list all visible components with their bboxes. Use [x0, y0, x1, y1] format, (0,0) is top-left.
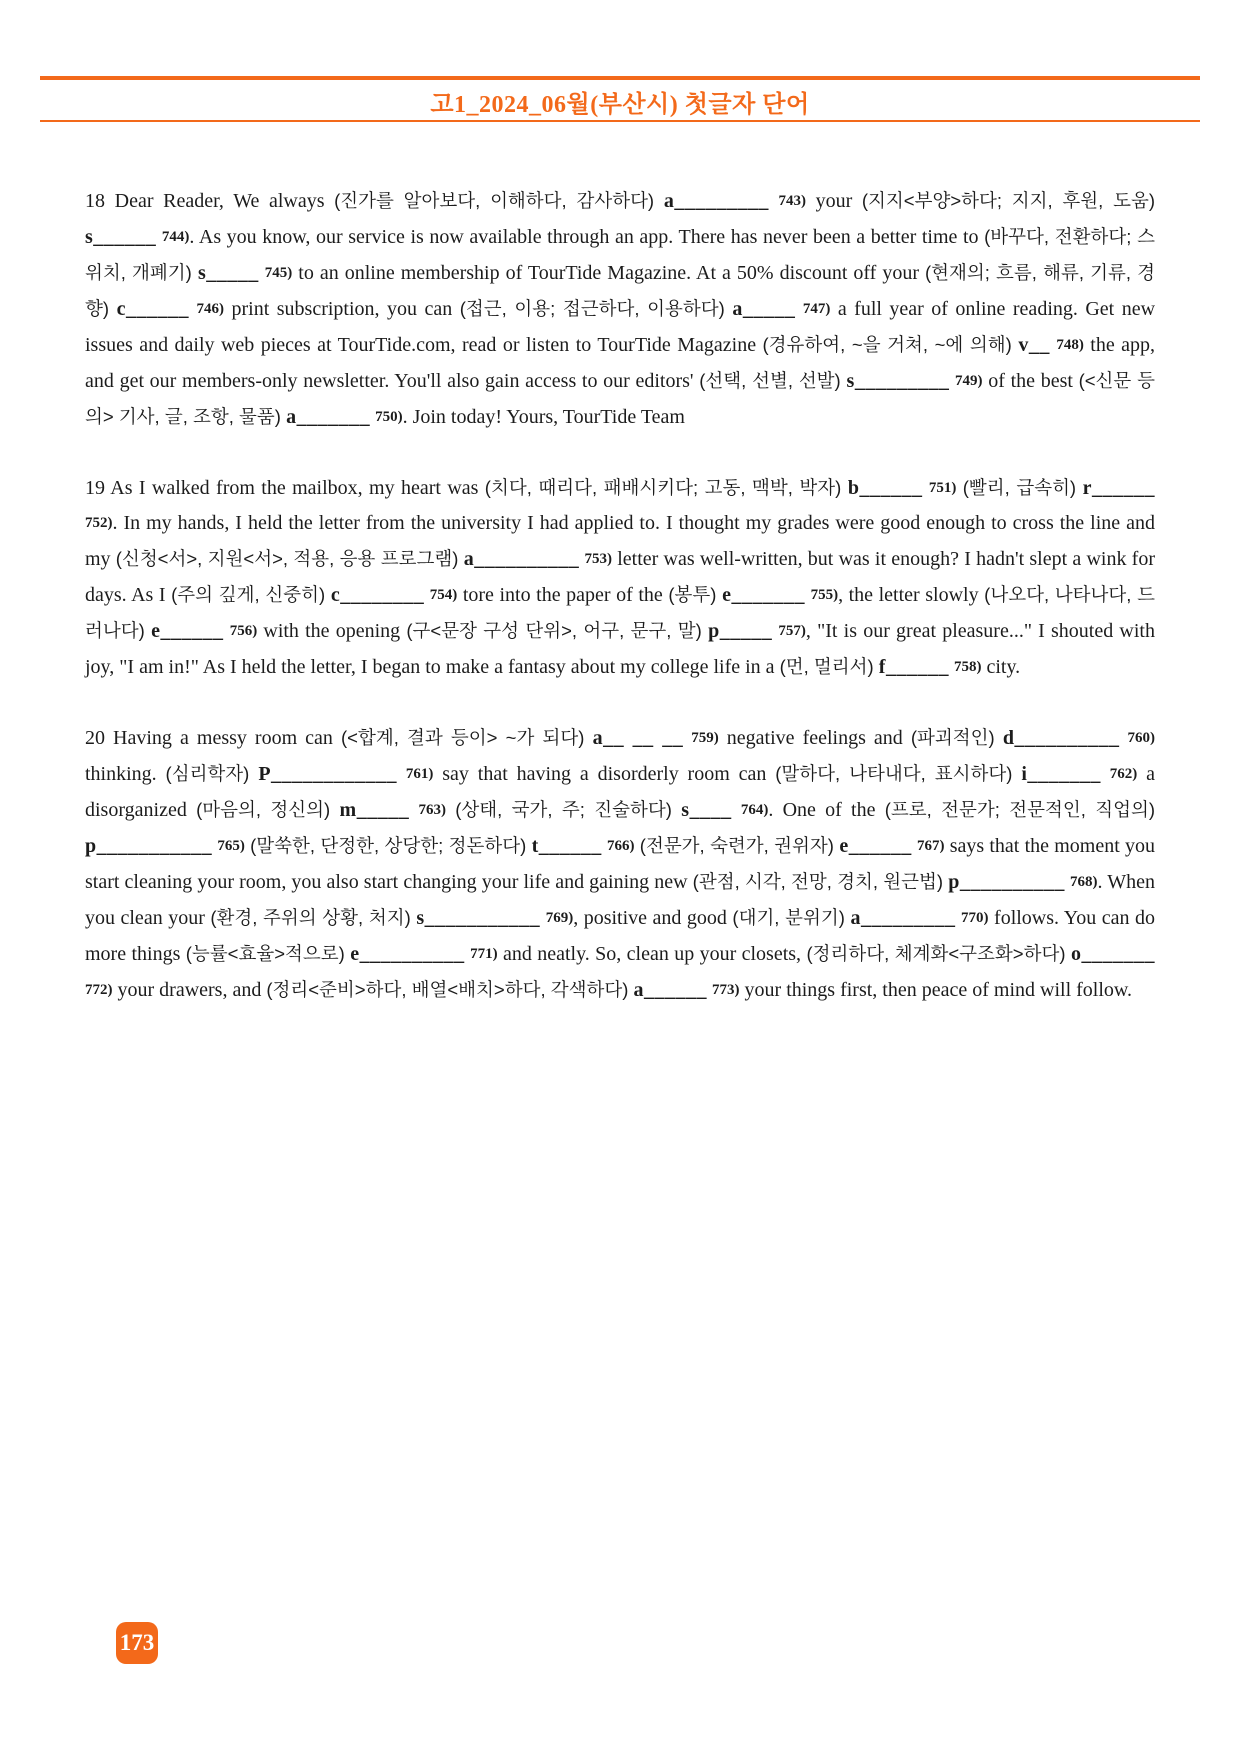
paragraph-20 — [85, 720, 1155, 1008]
answer-blank: a_________ — [663, 190, 769, 212]
korean-hint: (먼, 멀리서) — [779, 656, 879, 677]
word-number-ref: 753) — [584, 551, 612, 567]
answer-blank: a______ — [633, 979, 708, 1001]
answer-blank: s___________ — [416, 907, 541, 929]
korean-hint: (신청<서>, 지원<서>, 적용, 응용 프로그램) — [115, 548, 464, 569]
word-number-ref: 756) — [229, 623, 258, 639]
word-number-ref: 748) — [1056, 337, 1084, 353]
korean-hint: (전문가, 숙련가, 권위자) — [639, 835, 840, 856]
word-number-ref: 762) — [1109, 766, 1138, 782]
word-number-ref: 769) — [545, 910, 574, 926]
korean-hint: (지지<부양>하다; 지지, 후원, 도움) — [861, 190, 1155, 211]
korean-hint: (정리하다, 체계화<구조화>하다) — [806, 943, 1071, 964]
answer-blank: r______ — [1082, 477, 1156, 499]
word-number-ref: 746) — [196, 301, 225, 317]
korean-hint: (관점, 시각, 전망, 경치, 원근법) — [692, 871, 949, 892]
answer-blank: s______ — [85, 226, 157, 248]
answer-blank: s_________ — [846, 370, 950, 392]
korean-hint: (<신문 등의> 기사, 글, 조항, 물품) — [85, 370, 1155, 427]
word-number-ref: 751) — [928, 480, 957, 496]
english-text: a disorganized — [85, 763, 1156, 821]
english-text: . One of the — [768, 799, 885, 821]
word-number-ref: 750) — [375, 409, 403, 425]
english-text: , positive and good — [573, 907, 733, 929]
english-text — [446, 799, 455, 821]
english-text: print subscription, you can — [224, 298, 460, 320]
answer-blank: o_______ — [1071, 943, 1155, 965]
korean-hint: (<합계, 결과 등이> ~가 되다) — [340, 727, 593, 748]
korean-hint: (현재의; 흐름, 해류, 기류, 경향) — [85, 262, 1156, 319]
english-text: of the best — [982, 370, 1079, 392]
answer-blank: p__________ — [948, 871, 1065, 893]
answer-blank: P____________ — [258, 763, 398, 785]
page-title: 고1_2024_06월(부산시) 첫글자 단어 — [430, 92, 810, 118]
word-number-ref: 752) — [85, 515, 113, 531]
word-number-ref: 757) — [778, 623, 806, 639]
korean-hint: (주의 깊게, 신중히) — [171, 584, 331, 605]
answer-blank: v__ — [1018, 334, 1050, 356]
english-text: follows. You can do more things — [85, 907, 1155, 965]
word-number-ref: 749) — [955, 373, 983, 389]
korean-hint: (빨리, 급속히) — [962, 477, 1083, 498]
korean-hint: (바꾸다, 전환하다; 스위치, 개폐기) — [85, 226, 1155, 283]
korean-hint: (프로, 전문가; 전문적인, 직업의) — [884, 799, 1156, 820]
document-body — [85, 183, 1155, 1043]
word-number-ref: 755) — [810, 587, 839, 603]
word-number-ref: 759) — [691, 730, 719, 746]
korean-hint: (경유하여, ~을 거쳐, ~에 의해) — [762, 334, 1019, 355]
korean-hint: (말쑥한, 단정한, 상당한; 정돈하다) — [250, 835, 532, 856]
korean-hint: (봉투) — [668, 584, 723, 605]
answer-blank: b______ — [847, 477, 923, 499]
answer-blank: e__________ — [350, 943, 465, 965]
korean-hint: (접근, 이용; 접근하다, 이용하다) — [459, 298, 733, 319]
english-text: city. — [981, 656, 1021, 678]
korean-hint: (정리<준비>하다, 배열<배치>하다, 각색하다) — [266, 979, 634, 1000]
english-text: As I walked from the mailbox, my heart was — [110, 477, 485, 499]
answer-blank: f______ — [878, 656, 949, 678]
answer-blank: a__________ — [463, 548, 580, 570]
english-text: Having a messy room can — [113, 727, 341, 749]
english-text: says that the moment you start cleaning your room, you also start changing your life and gaining new — [85, 835, 1156, 893]
answer-blank: s____ — [681, 799, 732, 821]
korean-hint: (심리학자) — [165, 763, 259, 784]
answer-blank: a_________ — [850, 907, 956, 929]
english-text: a full year of online reading. Get new issues and daily web pieces at TourTide.com, read or listen to TourTide Magazine — [85, 298, 1156, 356]
page-number-badge: 173 — [116, 1622, 158, 1664]
english-text: Dear Reader, We always — [114, 190, 335, 212]
answer-blank: s_____ — [197, 262, 259, 284]
english-text: letter was well-written, but was it enough? I hadn't slept a wink for days. As I — [85, 548, 1155, 606]
english-text: your things first, then peace of mind will follow. — [739, 979, 1133, 1001]
answer-blank: p_____ — [708, 620, 773, 642]
answer-blank: t______ — [531, 835, 602, 857]
word-number-ref: 745) — [264, 265, 293, 281]
paragraph-number: 19 — [85, 477, 111, 499]
korean-hint: (치다, 때리다, 패배시키다; 고동, 맥박, 박자) — [484, 477, 848, 498]
word-number-ref: 773) — [712, 982, 740, 998]
korean-hint: (구<문장 구성 단위>, 어구, 문구, 말) — [406, 620, 709, 641]
paragraph-19 — [85, 470, 1155, 685]
english-text: , "It is our great pleasure..." I shouted with joy, "I am in!" As I held the letter, I began to make a fantasy about my college life in a — [85, 620, 1155, 678]
english-text: tore into the paper of the — [457, 584, 669, 606]
header-rule-top — [40, 76, 1200, 80]
korean-hint: (선택, 선별, 선발) — [699, 370, 847, 391]
korean-hint: (진가를 알아보다, 이해하다, 감사하다) — [334, 190, 664, 211]
word-number-ref: 758) — [953, 659, 982, 675]
word-number-ref: 761) — [405, 766, 434, 782]
answer-blank: i_______ — [1021, 763, 1101, 785]
word-number-ref: 743) — [778, 193, 806, 209]
word-number-ref: 760) — [1127, 730, 1156, 746]
english-text: . Join today! Yours, TourTide Team — [402, 406, 685, 428]
english-text: thinking. — [85, 763, 166, 785]
english-text: your drawers, and — [112, 979, 267, 1001]
header-rule-bottom — [40, 120, 1200, 122]
english-text: to an online membership of TourTide Magazine. At a 50% discount off your — [292, 262, 925, 284]
word-number-ref: 771) — [470, 946, 498, 962]
word-number-ref: 765) — [217, 838, 245, 854]
word-number-ref: 764) — [740, 802, 769, 818]
paragraph-number: 20 — [85, 727, 114, 749]
korean-hint: (마음의, 정신의) — [196, 799, 340, 820]
english-text: the app, and get our members-only newsletter. You'll also gain access to our editors' — [85, 334, 1156, 392]
word-number-ref: 772) — [85, 982, 113, 998]
answer-blank: e______ — [151, 620, 224, 642]
korean-hint: (환경, 주위의 상황, 처지) — [210, 907, 417, 928]
english-text: , the letter slowly — [838, 584, 985, 606]
korean-hint: (나오다, 나타나다, 드러나다) — [85, 584, 1155, 641]
word-number-ref: 747) — [802, 301, 831, 317]
answer-blank: c________ — [330, 584, 425, 606]
word-number-ref: 770) — [961, 910, 989, 926]
english-text: say that having a disorderly room can — [433, 763, 776, 785]
answer-blank: a__ __ __ — [592, 727, 684, 749]
english-text: . In my hands, I held the letter from the university I had applied to. I thought my grades were good enough to cross the line and my — [85, 512, 1155, 570]
answer-blank: a_______ — [286, 406, 371, 428]
english-text: and neatly. So, clean up your closets, — [497, 943, 807, 965]
english-text: your — [805, 190, 862, 212]
english-text: . As you know, our service is now available through an app. There has never been a better time to — [189, 226, 985, 248]
answer-blank: m_____ — [339, 799, 410, 821]
word-number-ref: 766) — [607, 838, 635, 854]
answer-blank: a_____ — [732, 298, 796, 320]
answer-blank: d__________ — [1002, 727, 1120, 749]
korean-hint: (파괴적인) — [910, 727, 1003, 748]
english-text: with the opening — [257, 620, 407, 642]
korean-hint: (말하다, 나타내다, 표시하다) — [775, 763, 1022, 784]
word-number-ref: 768) — [1070, 874, 1098, 890]
answer-blank: e______ — [839, 835, 912, 857]
paragraph-18 — [85, 183, 1155, 435]
korean-hint: (상태, 국가, 주; 진술하다) — [455, 799, 682, 820]
answer-blank: c______ — [116, 298, 190, 320]
answer-blank: p___________ — [85, 835, 213, 857]
word-number-ref: 763) — [418, 802, 446, 818]
paragraph-number: 18 — [85, 190, 115, 212]
korean-hint: (대기, 분위기) — [732, 907, 851, 928]
answer-blank: e_______ — [722, 584, 805, 606]
word-number-ref: 744) — [161, 229, 190, 245]
word-number-ref: 767) — [916, 838, 945, 854]
korean-hint: (능률<효율>적으로) — [185, 943, 351, 964]
word-number-ref: 754) — [429, 587, 458, 603]
english-text: . When you clean your — [85, 871, 1155, 929]
english-text: negative feelings and — [718, 727, 911, 749]
